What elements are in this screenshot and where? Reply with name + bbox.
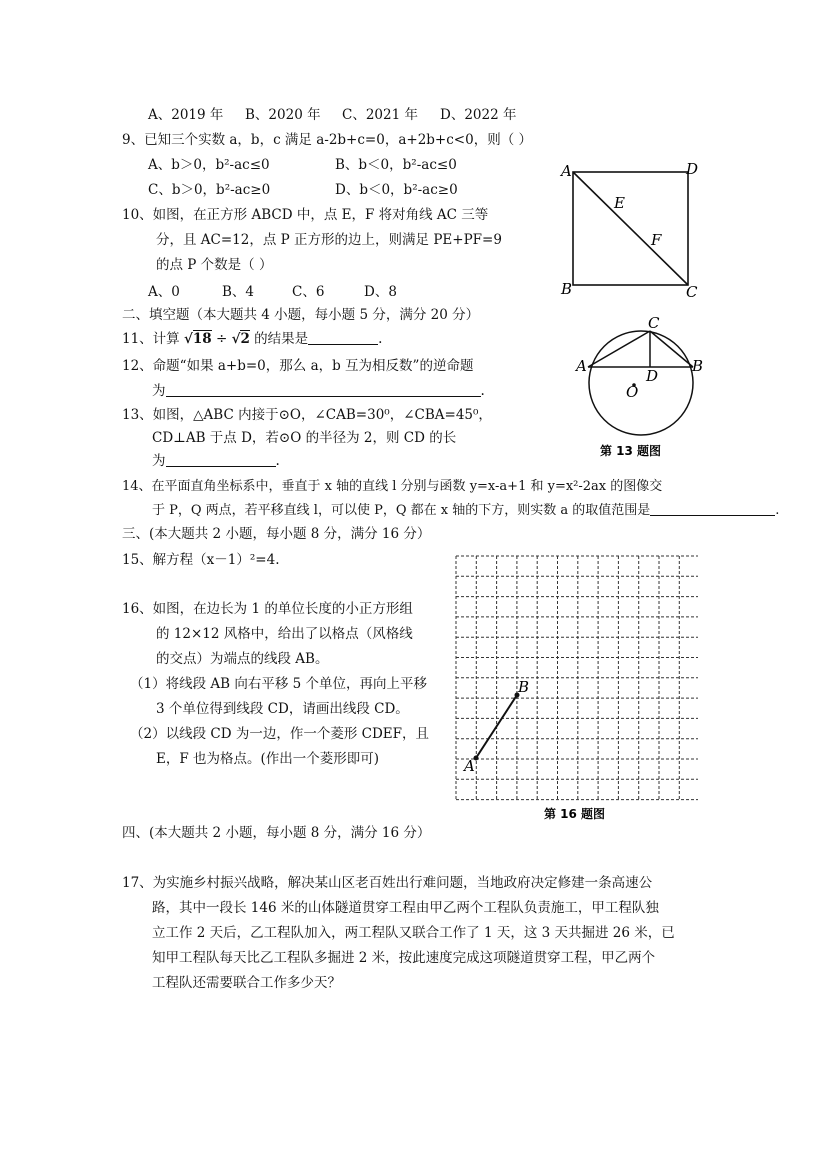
segment-bc [650, 331, 693, 367]
diagonal-ac [573, 172, 688, 285]
q10-square-figure [558, 160, 708, 300]
grid-lines [456, 556, 698, 800]
q10-option-c: C、6 [292, 284, 325, 300]
q12-line2 [152, 382, 485, 400]
q12-end: . [480, 383, 485, 399]
q8-option-a: A、2019 年 [148, 107, 224, 123]
q12-prefix: 为 [152, 383, 166, 399]
q9-stem: 9、已知三个实数 a，b，c 满足 a-2b+c=0，a+2b+c<0，则（ ） [122, 132, 532, 148]
q9-option-a: A、b＞0，b²-ac≤0 [148, 157, 270, 173]
q11-division-sign: ÷ [211, 331, 232, 347]
q17-line5: 工程队还需要联合工作多少天？ [152, 975, 341, 991]
q13-line2: CD⊥AB 于点 D，若⊙O 的半径为 2，则 CD 的长 [152, 430, 457, 446]
q11-suffix: 的结果是 [249, 331, 309, 347]
q16-part1-line2: 3 个单位得到线段 CD，请画出线段 CD。 [156, 701, 409, 717]
q17-line1: 17、为实施乡村振兴战略，解决某山区老百姓出行难问题，当地政府决定修建一条高速公 [122, 875, 653, 891]
q14-line2 [152, 502, 779, 520]
q11-end: . [378, 331, 383, 347]
section-3-heading: 三、(本大题共 2 小题，每小题 8 分，满分 16 分） [122, 526, 431, 542]
label-e: E [614, 194, 625, 212]
q10-line1: 10、如图，在正方形 ABCD 中，点 E，F 将对角线 AC 三等 [122, 207, 489, 223]
q16-part1-line1: （1）将线段 AB 向右平移 5 个单位，再向上平移 [130, 676, 428, 692]
q12-line1: 12、命题“如果 a+b=0，那么 a，b 互为相反数”的逆命题 [122, 358, 474, 374]
label-b: B [692, 357, 704, 375]
q11 [122, 330, 382, 348]
q17-line2: 路，其中一段长 146 米的山体隧道贯穿工程由甲乙两个工程队负责施工，甲工程队独 [152, 900, 659, 916]
q8-option-c: C、2021 年 [342, 107, 418, 123]
label-a: A [464, 757, 475, 775]
q10-line2: 分，且 AC=12，点 P 正方形的边上，则满足 PE+PF=9 [156, 232, 502, 248]
q12-answer-blank[interactable] [166, 383, 481, 397]
q9-option-c: C、b＞0，b²-ac≥0 [148, 182, 271, 198]
q13-line1: 13、如图，△ABC 内接于⊙O，∠CAB=30⁰，∠CBA=45⁰， [122, 407, 492, 423]
q16-line1: 16、如图，在边长为 1 的单位长度的小正方形组 [122, 601, 413, 617]
q16-part2-line1: （2）以线段 CD 为一边，作一个菱形 CDEF，且 [130, 726, 429, 742]
q8-option-b: B、2020 年 [245, 107, 321, 123]
q11-radicand-1: 18 [192, 331, 212, 347]
q9-option-b: B、b＜0，b²-ac≤0 [335, 157, 457, 173]
q14-end: . [775, 503, 780, 518]
q15: 15、解方程（x－1）²=4. [122, 552, 280, 568]
q17-line3: 立工作 2 天后，乙工程队加入，两工程队又联合工作了 1 天，这 3 天共掘进 26 米，已 [152, 925, 675, 941]
q13-figure-caption: 第 13 题图 [600, 444, 662, 458]
q17-line4: 知甲工程队每天比乙工程队多掘进 2 米，按此速度完成这项隧道贯穿工程，甲乙两个 [152, 950, 656, 966]
q13-line3 [152, 452, 280, 470]
label-f: F [651, 231, 662, 249]
section-2-heading: 二、填空题（本大题共 4 小题，每小题 5 分，满分 20 分） [122, 307, 480, 323]
sqrt-symbol: √ [231, 331, 241, 347]
section-4-heading: 四、(本大题共 2 小题，每小题 8 分，满分 16 分） [122, 825, 431, 841]
q10-option-b: B、4 [222, 284, 255, 300]
label-c: C [648, 315, 660, 332]
q14-answer-blank[interactable] [650, 502, 775, 516]
label-d: D [686, 160, 699, 178]
label-d: D [646, 367, 659, 385]
q10-option-a: A、0 [148, 284, 180, 300]
q16-figure-caption: 第 16 题图 [544, 807, 606, 821]
q8-option-d: D、2022 年 [440, 107, 517, 123]
label-c: C [686, 283, 698, 300]
q13-end: . [275, 453, 280, 469]
q16-line2: 的 12×12 风格中，给出了以格点（风格线 [156, 626, 413, 642]
q16-grid-figure [448, 552, 698, 824]
label-b: B [518, 678, 530, 696]
q11-answer-blank[interactable] [308, 331, 378, 345]
label-o: O [626, 383, 639, 401]
label-a: A [561, 162, 572, 180]
q16-line3: 的交点）为端点的线段 AB。 [156, 651, 329, 667]
q11-radicand-2: 2 [240, 331, 250, 347]
q13-prefix: 为 [152, 453, 166, 469]
q10-line3: 的点 P 个数是（ ） [156, 257, 273, 273]
q14-line1: 14、在平面直角坐标系中，垂直于 x 轴的直线 l 分别与函数 y=x-a+1 和 y=x²-2ax 的图像交 [122, 479, 663, 494]
q14-text: 于 P，Q 两点，若平移直线 l，可以使 P，Q 都在 x 轴的下方，则实数 a 的取值范围是 [152, 503, 651, 518]
q13-answer-blank[interactable] [166, 453, 276, 467]
circle-o [589, 331, 693, 435]
sqrt-symbol: √ [183, 331, 193, 347]
q11-prefix: 11、计算 [122, 331, 184, 347]
q10-option-d: D、8 [364, 284, 397, 300]
q13-circle-figure [570, 315, 705, 465]
label-b: B [561, 280, 573, 298]
label-a: A [576, 357, 587, 375]
q9-option-d: D、b＜0，b²-ac≥0 [335, 182, 458, 198]
q16-part2-line2: E，F 也为格点。(作出一个菱形即可) [156, 751, 380, 767]
